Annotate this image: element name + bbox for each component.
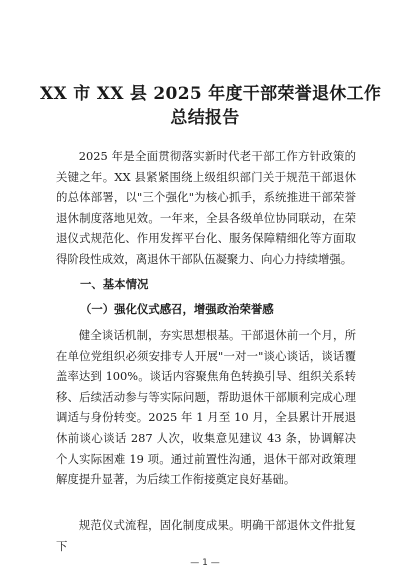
- section-heading-basic-situation: 一、基本情况: [80, 277, 149, 291]
- document-title-line-2: 总结报告: [170, 108, 240, 128]
- intro-paragraph: 2025 年是全面贯彻落实新时代老干部工作方针政策的关键之年。XX 县紧紧围绕上级组织部门关于规范干部退休的总体部署，以"三个强化"为核心抓手，系统推进干部荣誉退休制度落地见效。一年来，全县各级单位协同联动，在荣退仪式规范化、作用发挥平台化、服务保障精细化等方面取得阶段性成效，离退休干部队伍凝聚力、向心力持续增强。: [56, 149, 356, 266]
- body-paragraph-talk-mechanism: 健全谈话机制，夯实思想根基。干部退休前一个月，所在单位党组织必须安排专人开展"一对一"谈心谈话，谈话覆盖率达到 100%。谈话内容聚焦角色转换引导、组织关系转移、后续活动参与等实际问题，帮助退休干部顺利完成心理调适与身份转变。2025 年 1 月至 10 月，全县累计开展退休前谈心谈话 287 人次，收集意见建议 43 条，协调解决个人实际困难 19 项。通过前置性沟通，退休干部对政策理解度提升显著，为后续工作衔接奠定良好基础。: [56, 328, 356, 487]
- document-title-line-1: XX 市 XX 县 2025 年度干部荣誉退休工作: [40, 84, 382, 104]
- subsection-heading-ceremony: （一）强化仪式感召，增强政治荣誉感: [80, 302, 274, 316]
- body-paragraph-ceremony-process: 规范仪式流程，固化制度成果。明确干部退休文件批复下: [56, 518, 356, 553]
- page-number: — 1 —: [190, 558, 220, 568]
